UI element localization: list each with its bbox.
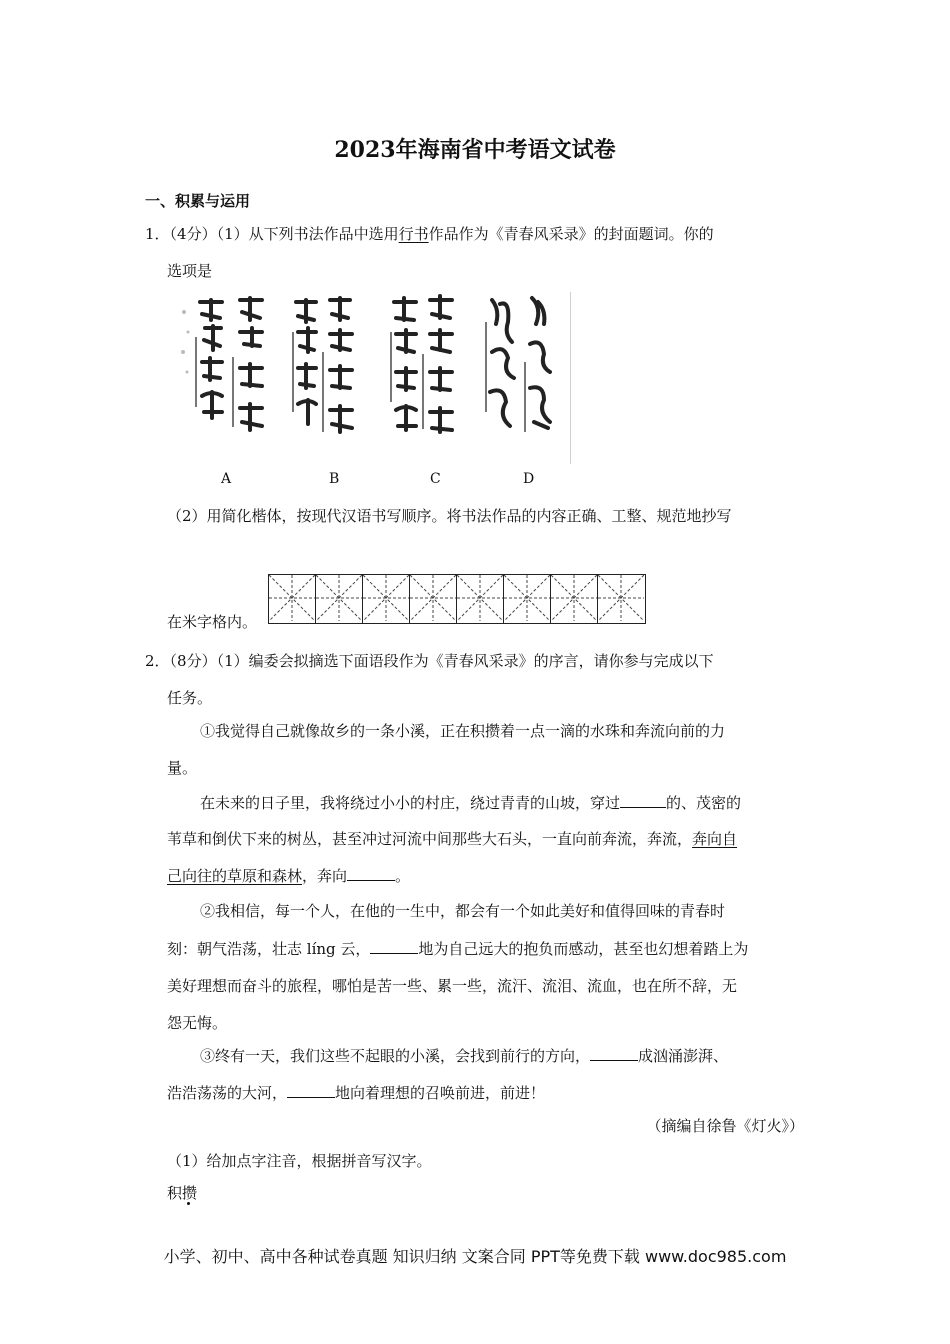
option-d-label: D bbox=[523, 471, 535, 487]
mizige-cell[interactable] bbox=[410, 575, 457, 623]
underlined-phrase-1: 奔向自 bbox=[692, 830, 738, 848]
passage-p3-b-end: 地为自己远大的抱负而感动，甚至也幻想着踏上为 bbox=[418, 939, 749, 958]
mizige-cell[interactable] bbox=[363, 575, 410, 623]
calligraphy-c bbox=[390, 296, 452, 432]
passage-p4-a bbox=[200, 1044, 728, 1066]
passage-p2-a bbox=[200, 791, 741, 813]
mizige-guide-lines bbox=[457, 575, 503, 621]
blank-1[interactable] bbox=[620, 791, 666, 808]
q1-underlined-term: 行书 bbox=[398, 225, 429, 243]
q2-number: 2． bbox=[145, 652, 170, 670]
q2-line-1 bbox=[145, 650, 714, 671]
q1-line-2: 选项是 bbox=[167, 262, 213, 280]
passage-p1-b: 量。 bbox=[167, 759, 198, 777]
mizige-cell[interactable] bbox=[269, 575, 316, 623]
passage-p4-b bbox=[167, 1081, 545, 1103]
calligraphy-a bbox=[181, 298, 262, 430]
blank-4[interactable] bbox=[590, 1044, 638, 1061]
mizige-guide-lines bbox=[504, 575, 550, 621]
passage-p2-c bbox=[167, 864, 410, 886]
q2-score: （8分） bbox=[169, 652, 217, 670]
q1-part1-text: （1）从下列书法作品中选用 bbox=[216, 225, 399, 243]
word-jizan: 积攒 bbox=[167, 1184, 198, 1202]
calligraphy-samples bbox=[170, 292, 571, 464]
page-title: 2023年海南省中考语文试卷 bbox=[334, 137, 616, 163]
q1-part2-line: （2）用简化楷体，按现代汉语书写顺序。将书法作品的内容正确、工整、规范地抄写 bbox=[167, 507, 732, 525]
q1-score: （4分） bbox=[169, 225, 217, 243]
q2-sub-1: （1）给加点字注音，根据拼音写汉字。 bbox=[167, 1152, 432, 1170]
passage-p4-a-text: ③终有一天，我们这些不起眼的小溪，会找到前行的方向， bbox=[200, 1046, 591, 1065]
mizige-cell[interactable] bbox=[598, 575, 645, 623]
calligraphy-artwork bbox=[170, 292, 570, 464]
passage-p4-b-end: 地向着理想的召唤前进，前进！ bbox=[335, 1083, 546, 1102]
option-a-label: A bbox=[221, 471, 232, 487]
option-b-label: B bbox=[329, 471, 340, 487]
passage-source: （摘编自徐鲁《灯火》） bbox=[646, 1117, 804, 1135]
mizige-guide-lines bbox=[269, 575, 315, 621]
mizige-guide-lines bbox=[551, 575, 597, 621]
mizige-cell[interactable] bbox=[316, 575, 363, 623]
passage-p2-c-end: 。 bbox=[395, 866, 411, 885]
mizige-grid[interactable] bbox=[268, 574, 646, 624]
passage-p2-c-text: ，奔向 bbox=[302, 866, 348, 885]
mizige-guide-lines bbox=[363, 575, 409, 621]
passage-p1-a: ①我觉得自己就像故乡的一条小溪，正在积攒着一点一滴的水珠和奔流向前的力 bbox=[200, 722, 726, 740]
mizige-cell[interactable] bbox=[457, 575, 504, 623]
underlined-phrase-2: 己向往的草原和森林 bbox=[167, 866, 303, 885]
calligraphy-d bbox=[485, 298, 550, 432]
mizige-guide-lines bbox=[598, 575, 644, 621]
footer-banner: 小学、初中、高中各种试卷真题 知识归纳 文案合同 PPT等免费下载 www.doc985.com bbox=[163, 1247, 787, 1266]
passage-p2-b-text: 苇草和倒伏下来的树丛，甚至冲过河流中间那些大石头，一直向前奔流，奔流， bbox=[167, 830, 693, 848]
section-heading: 一、积累与运用 bbox=[145, 192, 251, 210]
calligraphy-b bbox=[292, 298, 352, 432]
blank-2[interactable] bbox=[347, 864, 395, 881]
passage-p2-a-text: 在未来的日子里，我将绕过小小的村庄，绕过青青的山坡，穿过 bbox=[200, 793, 621, 812]
q1-part2-end: 在米字格内。 bbox=[167, 613, 258, 631]
q2-line-2: 任务。 bbox=[167, 689, 213, 707]
q2-intro: （1）编委会拟摘选下面语段作为《青春风采录》的序言，请你参与完成以下 bbox=[216, 652, 714, 670]
mizige-cell[interactable] bbox=[504, 575, 551, 623]
q1-part1-end: 作品作为《青春风采录》的封面题词。你的 bbox=[428, 225, 714, 243]
q1-number: 1． bbox=[145, 225, 170, 243]
mizige-guide-lines bbox=[410, 575, 456, 621]
q1-line-1 bbox=[145, 223, 714, 244]
mizige-cell[interactable] bbox=[551, 575, 598, 623]
passage-p3-c: 美好理想而奋斗的旅程，哪怕是苦一些、累一些，流汗、流泪、流血，也在所不辞，无 bbox=[167, 977, 738, 995]
passage-p2-a-end: 的、茂密的 bbox=[666, 793, 742, 812]
blank-5[interactable] bbox=[287, 1081, 335, 1098]
option-c-label: C bbox=[430, 471, 441, 487]
mizige-guide-lines bbox=[316, 575, 362, 621]
passage-p3-b-text: 刻：朝气浩荡，壮志 líng 云， bbox=[167, 939, 371, 958]
passage-p2-b bbox=[167, 828, 737, 849]
passage-p3-d: 怨无悔。 bbox=[167, 1014, 228, 1032]
passage-p4-a-end: 成汹涌澎湃、 bbox=[638, 1046, 729, 1065]
passage-p3-a: ②我相信，每一个人，在他的一生中，都会有一个如此美好和值得回味的青春时 bbox=[200, 902, 726, 920]
passage-p4-b-text: 浩浩荡荡的大河， bbox=[167, 1083, 288, 1102]
passage-p3-b bbox=[167, 937, 748, 959]
blank-3[interactable] bbox=[370, 937, 418, 954]
emphasis-dot bbox=[187, 1202, 190, 1205]
